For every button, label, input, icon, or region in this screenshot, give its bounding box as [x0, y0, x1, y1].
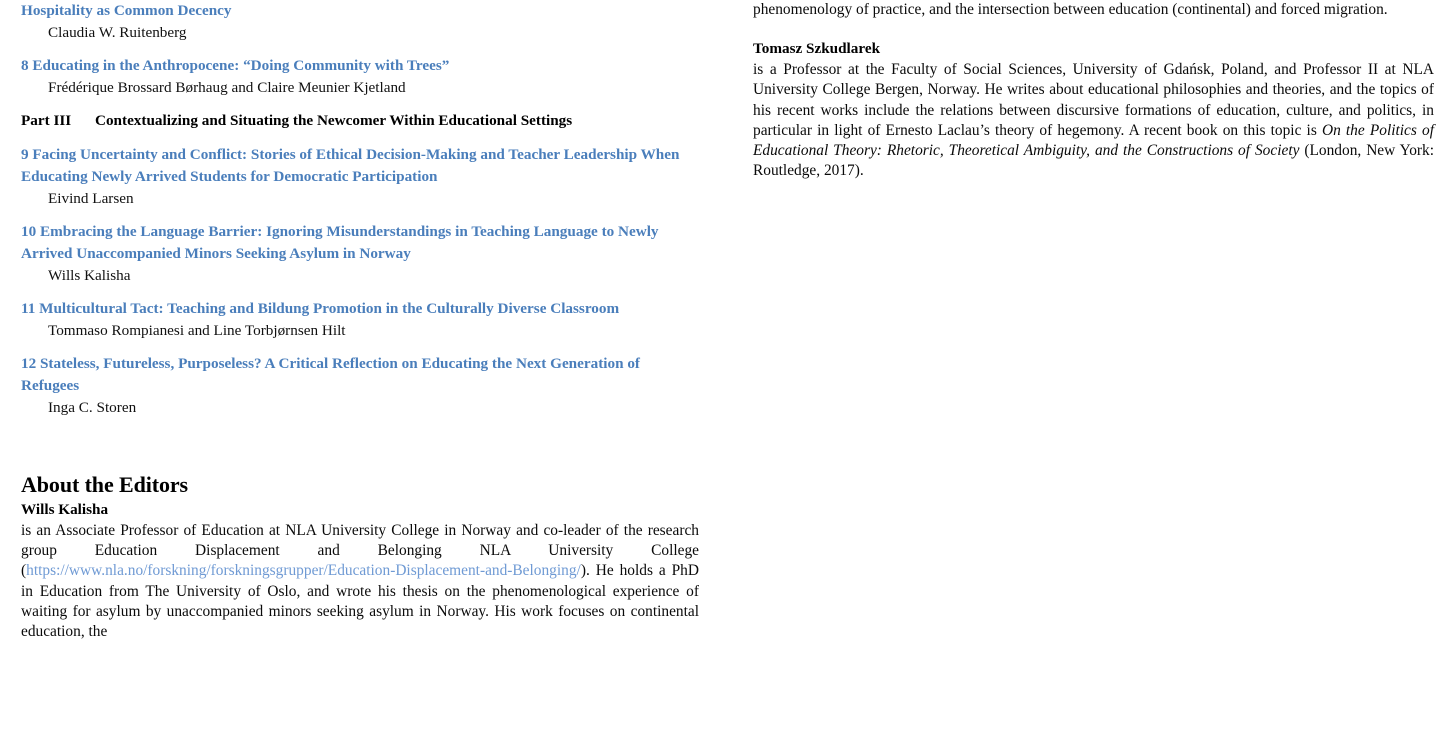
editor-name: Tomasz Szkudlarek — [753, 40, 881, 58]
research-group-url-link[interactable]: https://www.nla.no/forskning/forskningsgrupper/Education-Displacement-and-Belonging/ — [26, 562, 581, 580]
continued-paragraph: phenomenology of practice, and the intersection between education (continental) and forced migration. — [753, 1, 1388, 18]
left-column — [21, 0, 699, 642]
editor-bio-text-part2: ). He holds a PhD in Education from The University of Oslo, and wrote his thesis on the phenomenological experience of waiting for asylum by unaccompanied minors seeking asylum in Norway. His work focuses on continental education, the — [21, 562, 699, 641]
toc-entry-title[interactable]: 8 Educating in the Anthropocene: “Doing Community with Trees” — [21, 57, 450, 74]
spacer — [753, 20, 1434, 39]
editor-bio-text-part2: (London, New York: Routledge, 2017). — [753, 142, 1435, 180]
toc-entry-author: Wills Kalisha — [48, 267, 131, 284]
toc-entry[interactable] — [21, 298, 699, 341]
toc-entry-title[interactable]: 9 Facing Uncertainty and Conflict: Stories of Ethical Decision-Making and Teacher Leadership When Educating Newly Arrived Students for Democratic Participation — [21, 146, 680, 185]
toc-entry-author: Frédérique Brossard Børhaug and Claire Meunier Kjetland — [48, 79, 406, 96]
toc-entry-title[interactable]: 12 Stateless, Futureless, Purposeless? A Critical Reflection on Educating the Next Generation of Refugees — [21, 355, 640, 394]
toc-entry[interactable] — [21, 144, 699, 209]
editor-name: Wills Kalisha — [21, 501, 109, 518]
editor-bio-text-part1: is an Associate Professor of Education at NLA University College in Norway and co-leader of the research group Education Displacement and Belonging NLA University College ( — [21, 522, 699, 580]
editor-bio-text-part1: is a Professor at the Faculty of Social Sciences, University of Gdańsk, Poland, and Professor II at NLA University College Bergen, Norway. He writes about educational philosophies and theories, and the topics of his recent works include the relations between discursive formations of education, culture, and politics, in particular in light of Ernesto Laclau’s theory of hegemony. A recent book on this topic is — [753, 61, 1434, 139]
toc-entry[interactable] — [21, 0, 699, 43]
editor-bio-paragraph — [21, 521, 699, 642]
right-column — [753, 0, 1434, 181]
part-heading — [21, 110, 699, 132]
toc-entry[interactable] — [21, 353, 699, 418]
editor-bio-paragraph — [753, 60, 1434, 181]
toc-entry-author: Eivind Larsen — [48, 190, 134, 207]
toc-entry-author: Inga C. Storen — [48, 399, 137, 416]
part-heading-label: Part III — [21, 112, 72, 129]
toc-entry-title[interactable]: Hospitality as Common Decency — [21, 2, 232, 19]
toc-entry-author: Tommaso Rompianesi and Line Torbjørnsen Hilt — [48, 322, 346, 339]
toc-entry-title[interactable]: 10 Embracing the Language Barrier: Ignoring Misunderstandings in Teaching Language to Newly Arrived Unaccompanied Minors Seeking Asylum in Norway — [21, 223, 659, 262]
toc-entry-title[interactable]: 11 Multicultural Tact: Teaching and Bildung Promotion in the Culturally Diverse Classroom — [21, 300, 620, 317]
toc-entry-author: Claudia W. Ruitenberg — [48, 24, 187, 41]
toc-entry[interactable] — [21, 221, 699, 286]
about-the-editors-heading: About the Editors — [21, 472, 188, 497]
book-title-italic: On the Politics of Educational Theory: Rhetoric, Theoretical Ambiguity, and the Constructions of Society — [753, 121, 1434, 160]
part-heading-title: Contextualizing and Situating the Newcomer Within Educational Settings — [95, 112, 573, 129]
toc-entry[interactable] — [21, 55, 699, 98]
spacer — [21, 430, 699, 472]
